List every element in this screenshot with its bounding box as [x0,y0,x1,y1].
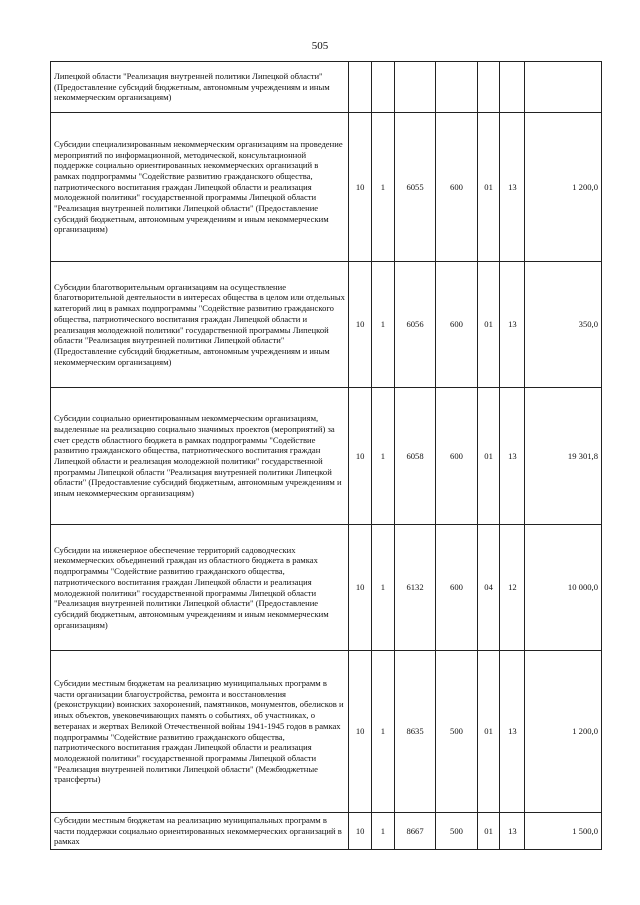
cell-target-code [394,62,435,113]
cell-subsection: 13 [500,262,525,388]
row-description: Субсидии на инженерное обеспечение территорий садоводческих некоммерческих объединений граждан из областного бюджета в рамках подпрограммы "Содействие развитию гражданского общества, патриотического воспитания граждан Липецкой области и реализация молодежной политики" государственной программы Липецкой области "Реализация внутренней политики Липецкой области" (Предоставление субсидий бюджетным, автономным учреждениям и иным некоммерческим организациям) [51,525,349,651]
cell-program: 10 [349,262,372,388]
table-row [51,525,602,651]
cell-subsection: 12 [500,525,525,651]
cell-section [477,62,500,113]
cell-section: 04 [477,525,500,651]
cell-expense-type: 600 [436,388,477,525]
cell-target-code: 6132 [394,525,435,651]
budget-table [50,61,602,850]
table-row [51,62,602,113]
cell-program: 10 [349,388,372,525]
cell-subprogram: 1 [372,525,395,651]
cell-section: 01 [477,113,500,262]
cell-target-code: 6056 [394,262,435,388]
cell-subprogram: 1 [372,262,395,388]
cell-subsection: 13 [500,651,525,813]
cell-target-code: 6058 [394,388,435,525]
cell-amount [525,62,602,113]
table-row [51,651,602,813]
row-description: Субсидии местным бюджетам на реализацию муниципальных программ в части организации благоустройства, ремонта и восстановления (реконструкции) воинских захоронений, памятников, монументов, обелисков и иных объектов, увековечивающих память о событиях, об участниках, о ветеранах и жертвах Великой Отечественной войны 1941-1945 годов в рамках подпрограммы "Содействие развитию гражданского общества, патриотического воспитания граждан Липецкой области и реализация молодежной политики" государственной программы Липецкой области "Реализация внутренней политики Липецкой области" (Межбюджетные трансферты) [51,651,349,813]
cell-subsection: 13 [500,388,525,525]
row-description: Субсидии специализированным некоммерческим организациям на проведение мероприятий по информационной, методической, консультационной поддержке социально ориентированных некоммерческих организаций в рамках подпрограммы "Содействие развитию гражданского общества, патриотического воспитания граждан Липецкой области и реализация молодежной политики" государственной программы Липецкой области "Реализация внутренней политики Липецкой области" (Предоставление субсидий бюджетным, автономным учреждениям и иным некоммерческим организациям) [51,113,349,262]
cell-amount: 1 500,0 [525,813,602,850]
cell-target-code: 6055 [394,113,435,262]
cell-program: 10 [349,813,372,850]
cell-target-code: 8635 [394,651,435,813]
cell-subprogram: 1 [372,113,395,262]
cell-program [349,62,372,113]
cell-amount: 1 200,0 [525,113,602,262]
cell-expense-type: 500 [436,651,477,813]
table-row [51,262,602,388]
cell-section: 01 [477,262,500,388]
cell-subsection [500,62,525,113]
cell-expense-type: 600 [436,262,477,388]
cell-subprogram: 1 [372,651,395,813]
row-description: Субсидии благотворительным организациям на осуществление благотворительной деятельности в интересах общества в целом или отдельных категорий лиц в рамках подпрограммы "Содействие развитию гражданского общества, патриотического воспитания граждан Липецкой области и реализация молодежной политики" государственной программы Липецкой области "Реализация внутренней политики Липецкой области" (Предоставление субсидий бюджетным, автономным учреждениям и иным некоммерческим организациям) [51,262,349,388]
table-row [51,388,602,525]
cell-expense-type: 600 [436,113,477,262]
cell-program: 10 [349,113,372,262]
row-description: Липецкой области "Реализация внутренней политики Липецкой области" (Предоставление субсидий бюджетным, автономным учреждениям и иным некоммерческим организациям) [51,62,349,113]
row-description: Субсидии местным бюджетам на реализацию муниципальных программ в части поддержки социально ориентированных некоммерческих организаций в рамках [51,813,349,850]
cell-program: 10 [349,651,372,813]
cell-amount: 19 301,8 [525,388,602,525]
cell-section: 01 [477,813,500,850]
cell-target-code: 8667 [394,813,435,850]
cell-section: 01 [477,388,500,525]
page-number: 505 [311,40,329,52]
cell-subprogram: 1 [372,388,395,525]
row-description: Субсидии социально ориентированным некоммерческим организациям, выделенные на реализацию социально значимых проектов (мероприятий) за счет средств областного бюджета в рамках подпрограммы "Содействие развитию гражданского общества, патриотического воспитания граждан Липецкой области и реализация молодежной политики" государственной программы Липецкой области "Реализация внутренней политики Липецкой области" (Предоставление субсидий бюджетным, автономным учреждениям и иным некоммерческим организациям) [51,388,349,525]
cell-expense-type: 600 [436,525,477,651]
table-row [51,113,602,262]
cell-section: 01 [477,651,500,813]
table-row [51,813,602,850]
cell-amount: 350,0 [525,262,602,388]
cell-subprogram [372,62,395,113]
cell-subprogram: 1 [372,813,395,850]
cell-amount: 10 000,0 [525,525,602,651]
cell-program: 10 [349,525,372,651]
cell-amount: 1 200,0 [525,651,602,813]
cell-expense-type: 500 [436,813,477,850]
cell-subsection: 13 [500,113,525,262]
cell-expense-type [436,62,477,113]
cell-subsection: 13 [500,813,525,850]
